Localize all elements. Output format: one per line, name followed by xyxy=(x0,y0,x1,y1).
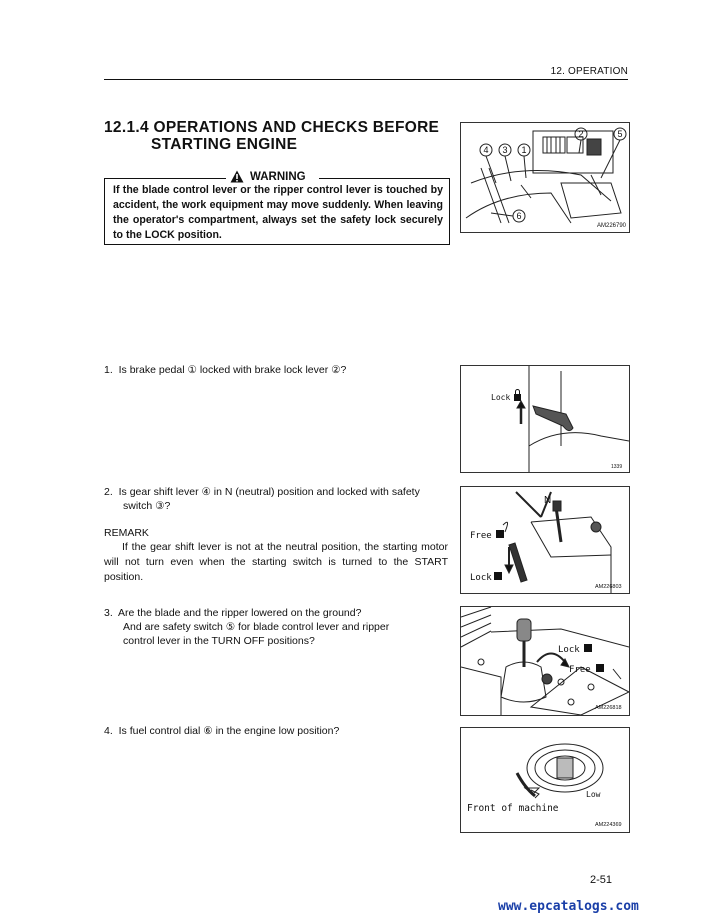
remark-text: If the gear shift lever is not at the neutral position, the starting motor will not turn even when the starting switch is turned to the START position. xyxy=(104,541,448,583)
padlock-icon xyxy=(496,530,504,538)
figure-label-lock: Lock xyxy=(491,393,511,402)
item-text: Is fuel control dial ⑥ in the engine low position? xyxy=(118,725,340,737)
section-header: 12. OPERATION xyxy=(550,66,628,77)
item-number: 2. xyxy=(104,486,113,498)
figure-code: AM226803 xyxy=(595,584,622,590)
warning-heading-text: WARNING xyxy=(250,170,306,183)
checklist-item-4 xyxy=(104,724,339,738)
figure-code: AM226790 xyxy=(597,223,627,229)
site-url-link[interactable]: www.epcatalogs.com xyxy=(498,899,639,914)
checklist-item-2-cont: switch ③? xyxy=(123,500,171,512)
warning-triangle-icon xyxy=(230,170,244,183)
checklist-item-3 xyxy=(104,606,361,620)
checklist-item-3-cont2: control lever in the TURN OFF positions? xyxy=(123,635,315,647)
item-text: Are the blade and the ripper lowered on the ground? xyxy=(118,607,362,619)
checklist-item-3-cont: And are safety switch ⑤ for blade control lever and ripper xyxy=(123,621,390,633)
callout-5: 5 xyxy=(617,129,623,139)
figure-gear-shift xyxy=(460,486,630,594)
figure-code: AM224369 xyxy=(595,822,622,828)
padlock-icon xyxy=(494,572,502,580)
figure-label-n: N xyxy=(544,495,552,506)
figure-safety-lock xyxy=(460,606,630,716)
item-number: 3. xyxy=(104,607,113,619)
callout-1: 1 xyxy=(521,145,527,155)
warning-heading xyxy=(230,170,306,183)
figure-dashboard xyxy=(460,122,630,233)
page-number: 2-51 xyxy=(590,874,613,886)
item-text: Is gear shift lever ④ in N (neutral) position and locked with safety xyxy=(118,486,420,498)
figure-label-lock: Lock xyxy=(470,573,492,583)
padlock-icon xyxy=(514,390,521,402)
figure-label-lock: Lock xyxy=(558,645,580,655)
header-rule xyxy=(104,79,628,80)
warning-text: If the blade control lever or the ripper control lever is touched by accident, the work equipment may move suddenly. When leaving the operator's compartment, always set the safety lock securely to the LOCK position. xyxy=(113,184,443,241)
figure-brake-lock xyxy=(460,365,630,473)
callout-6: 6 xyxy=(516,211,522,221)
figure-fuel-dial xyxy=(460,727,630,833)
section-title-line2: STARTING ENGINE xyxy=(151,136,298,153)
padlock-icon xyxy=(584,644,592,652)
callout-3: 3 xyxy=(502,145,508,155)
figure-label-front: Front of machine xyxy=(467,803,559,814)
section-title: 12.1.4 OPERATIONS AND CHECKS BEFORE xyxy=(104,119,440,136)
remark-heading: REMARK xyxy=(104,527,149,539)
checklist-item-2 xyxy=(104,485,420,499)
padlock-icon xyxy=(596,664,604,672)
figure-code: 1339 xyxy=(611,464,623,470)
callout-2: 2 xyxy=(578,129,584,139)
item-number: 1. xyxy=(104,364,113,376)
figure-label-free: Free xyxy=(569,665,591,675)
figure-label-free: Free xyxy=(470,531,492,541)
checklist-item-1 xyxy=(104,363,346,377)
item-text: Is brake pedal ① locked with brake lock lever ②? xyxy=(118,364,347,376)
item-number: 4. xyxy=(104,725,113,737)
callout-4: 4 xyxy=(483,145,489,155)
figure-label-low: Low xyxy=(586,790,601,799)
figure-code: AM226818 xyxy=(595,705,622,711)
